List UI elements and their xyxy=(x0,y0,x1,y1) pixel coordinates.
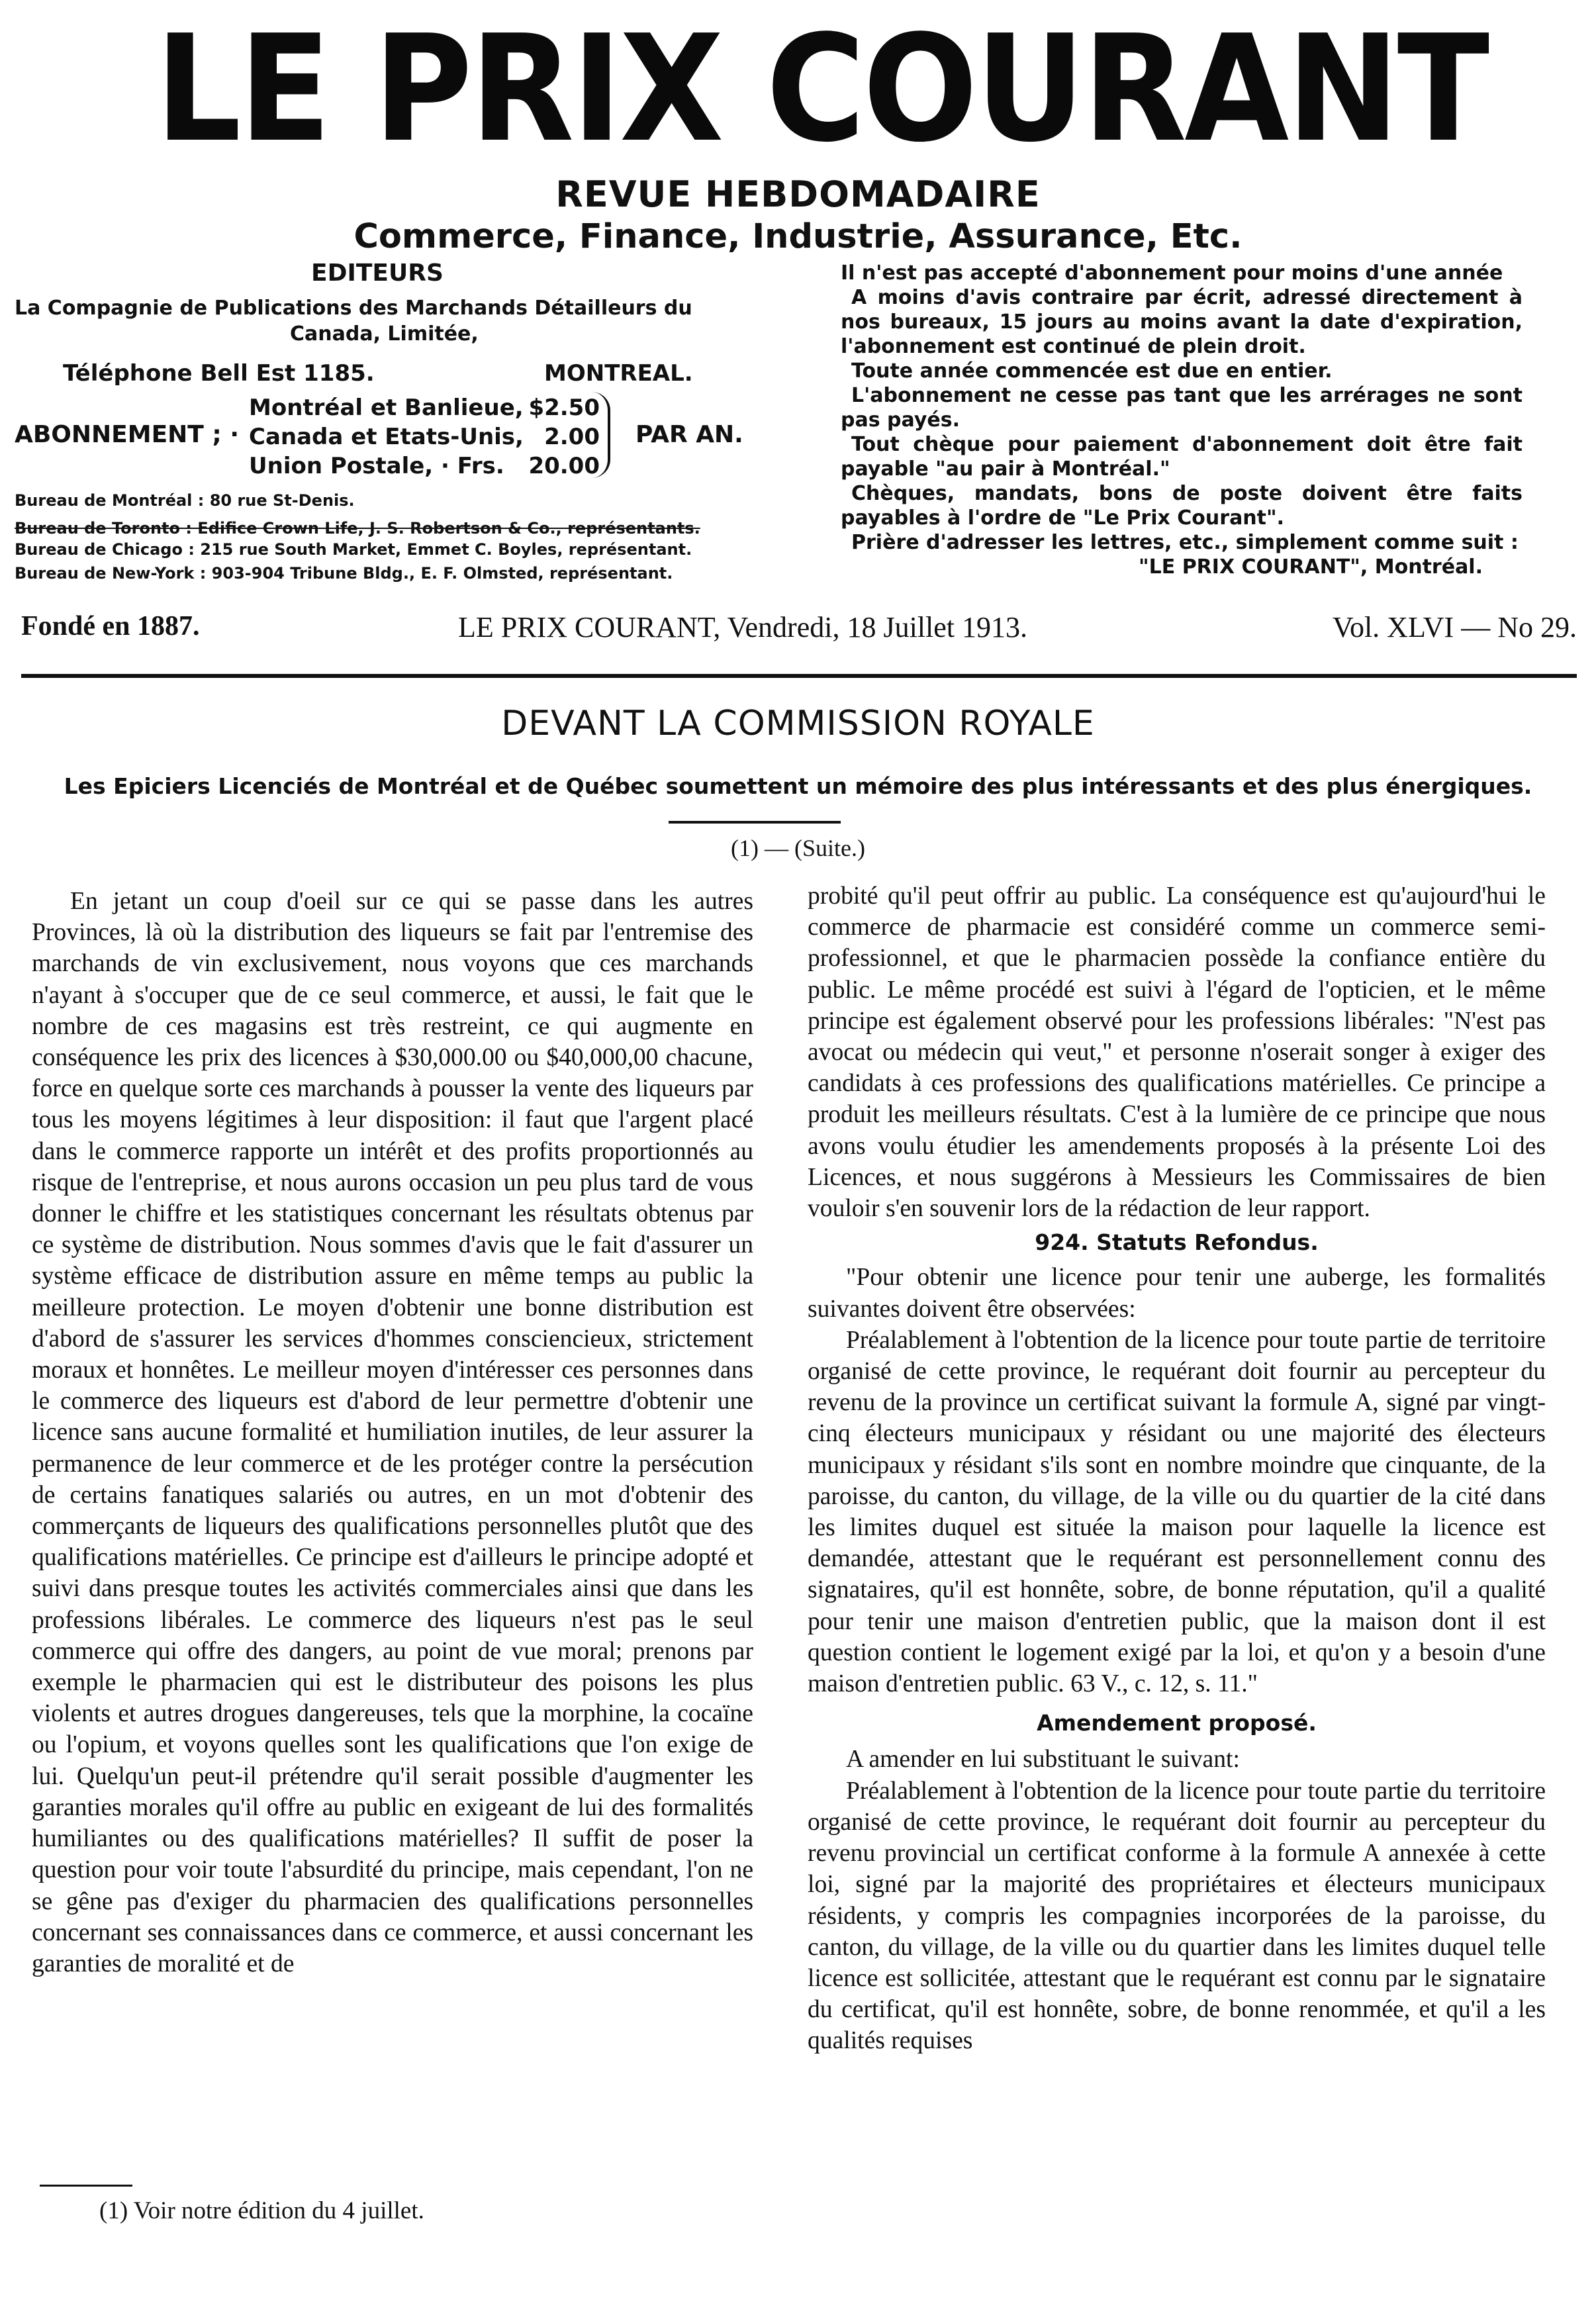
bureau-new-york: Bureau de New-York : 903-904 Tribune Bldg., E. F. Olmsted, représentant. xyxy=(15,564,673,583)
amendment-heading: Amendement proposé. xyxy=(1037,1710,1317,1736)
publisher-label: EDITEURS xyxy=(311,260,444,287)
rate-price: 2.00 xyxy=(544,424,600,450)
issue-line xyxy=(21,610,1577,650)
statute-intro: "Pour obtenir une licence pour tenir une auberge, les formalités suivantes doivent être observées: xyxy=(808,1264,1546,1323)
continuation-note: (1) — (Suite.) xyxy=(731,835,865,861)
statute-text: Préalablement à l'obtention de la licence pour toute partie de territoire organisé de cette province, le requérant doit fournir au percepteur du revenu de la province un certificat suivant la formule A, signé par vingt-cinq électeurs municipaux y résidant ou une majorité des électeurs municipaux y résidant s'ils sont en nombre moindre que cinquante, de la paroisse, du canton, du village, de la ville ou du quartier de la cité dans les limites duquel est située la maison pour laquelle la licence est demandée, attestant que le requérant est personnellement connu des signataires, qu'il est honnête, sobre, de bonne réputation, qu'il a qualité pour tenir une maison d'entretien public, que la maison dont il est question contient le logement exigé par la loi, et qu'on y a besoin d'une maison d'entretien public. 63 V., c. 12, s. 11." xyxy=(808,1326,1546,1698)
publisher-name-line1: La Compagnie de Publications des Marchands Détailleurs du xyxy=(15,297,692,320)
footnote: (1) Voir notre édition du 4 juillet. xyxy=(99,2197,424,2224)
rate-place: Union Postale, · Frs. xyxy=(249,453,504,479)
rate-row xyxy=(249,422,600,451)
rate-price: $2.50 xyxy=(528,395,600,421)
notice: Tout chèque pour paiement d'abonnement doit être fait payable "au pair à Montréal." xyxy=(841,433,1523,481)
article-paragraph: probité qu'il peut offrir au public. La conséquence est qu'aujourd'hui le commerce de pharmacie est considéré comme un commerce semi-professionnel, et que le pharmacien possède la confiance entière du public. Le même procédé est suivi à l'égard de l'opticien, et le même principe est également observé pour les professions libérales: "N'est pas avocat ou médecin qui veut," et personne n'oserait songer à exiger des candidats à ces professions des qualifications matérielles. Ce principe a produit les meilleurs résultats. C'est à la lumière de ce principe que nous avons voulu étudier les amendements proposés à la présente Loi des Licences, et nous suggérons à Messieurs les Commissaires de bien vouloir s'en souvenir lors de la rédaction de leur rapport. xyxy=(808,882,1546,1223)
notice-signature: "LE PRIX COURANT", Montréal. xyxy=(1139,555,1483,579)
notice: Prière d'adresser les lettres, etc., simplement comme suit : xyxy=(851,531,1519,554)
subscription-period: PAR AN. xyxy=(635,421,743,448)
subscription-notices xyxy=(841,261,1523,579)
bureau-chicago: Bureau de Chicago : 215 rue South Market, Emmet C. Boyles, représentant. xyxy=(15,540,692,559)
masthead-tagline: Commerce, Finance, Industrie, Assurance, Etc. xyxy=(353,217,1243,256)
publisher-phone: Téléphone Bell Est 1185. xyxy=(63,360,375,387)
footnote-rule xyxy=(40,2185,132,2187)
rate-row xyxy=(249,451,600,481)
notice: Toute année commencée est due en entier. xyxy=(851,359,1333,383)
issue-volume: Vol. XLVI — No 29. xyxy=(1332,611,1577,643)
notice: A moins d'avis contraire par écrit, adressé directement à nos bureaux, 15 jours au moins avant la date d'expiration, l'abonnement est continué de plein droit. xyxy=(841,286,1523,358)
amendment-intro: A amender en lui substituant le suivant: xyxy=(846,1746,1240,1774)
publisher-city: MONTREAL. xyxy=(544,360,693,387)
article-paragraph: En jetant un coup d'oeil sur ce qui se passe dans les autres Provinces, là où la distribution des liqueurs se fait par l'entremise des marchands de vin exclusivement, nous voyons que ces marchands n'ayant à s'occuper que de ce seul commerce, et aussi, le fait que le nombre de ces magasins est très restreint, ce qui augmente en conséquence les prix des licences à $30,000.00 ou $40,000,00 chacune, force en quelque sorte ces marchands à pousser la vente des liqueurs par tous les moyens légitimes à leur disposition: il faut que l'argent placé dans le commerce rapporte un intérêt et des profits proportionnés au risque de l'entreprise, et nous aurons occasion un peu plus tard de vous donner le chiffre et les statistiques concernant les résultats obtenus par ce système de distribution. Nous sommes d'avis que le fait d'assurer un système efficace de distribution assure en même temps au public la meilleure protection. Le moyen d'obtenir une bonne distribution est d'abord de s'assurer les services d'hommes consciencieux, strictement moraux et honnêtes. Le meilleur moyen d'intéresser ces personnes dans le commerce des liqueurs est d'abord de leur permettre d'obtenir une licence sans aucune formalité et humiliation inutiles, de leur assurer la permanence de leur commerce et de les protéger contre la persécution de certains fanatiques salariés ou autres, en un mot d'obtenir des commerçants de liqueurs des qualifications personnelles plutôt que des qualifications matérielles. Ce principe est d'ailleurs le principe adopté et suivi dans presque toutes les activités commerciales ainsi que dans les professions libérales. Le commerce des liqueurs n'est pas le seul commerce qui offre des dangers, au point de vue moral; prenons par exemple le pharmacien qui est le distributeur des poisons les plus violents et autres drogues dangereuses, tels que la morphine, la cocaïne ou l'opium, et voyons quelles sont les qualifications que l'on exige de lui. Quelqu'un peut-il prétendre qu'il serait possible d'augmenter les garanties morales qu'il offre au public en exigeant de lui des formalités humiliantes ou des qualifications matérielles? Il suffit de poser la question pour voir toute l'absurdité du principe, mais cependant, l'on ne se gêne pas d'exiger du pharmacien des qualifications personnelles concernant ses connaissances dans ce commerce, et aussi concernant les garanties de moralité et de xyxy=(32,888,753,1977)
article-title: DEVANT LA COMMISSION ROYALE xyxy=(501,704,1095,743)
article-column-left xyxy=(32,886,753,1979)
subscription-rates xyxy=(249,393,600,481)
notice: Chèques, mandats, bons de poste doivent être faits payables à l'ordre de "Le Prix Courant". xyxy=(841,482,1523,530)
rates-brace xyxy=(592,392,610,478)
article-subtitle: Les Epiciers Licenciés de Montréal et de Québec soumettent un mémoire des plus intéressants et des plus énergiques. xyxy=(64,773,1532,799)
subscription-label: ABONNEMENT ; · xyxy=(15,421,239,448)
article-column-right xyxy=(808,880,1546,2057)
bureau-montreal: Bureau de Montréal : 80 rue St-Denis. xyxy=(15,491,355,510)
rate-place: Montréal et Banlieue, xyxy=(249,395,524,421)
issue-dateline: LE PRIX COURANT, Vendredi, 18 Juillet 1913. xyxy=(458,611,1027,643)
bureau-toronto: Bureau de Toronto : Edifice Crown Life, J. S. Robertson & Co., représentants. xyxy=(15,519,700,538)
subtitle-rule xyxy=(669,821,841,824)
founded-date: Fondé en 1887. xyxy=(21,611,200,641)
rate-place: Canada et Etats-Unis, xyxy=(249,424,524,450)
rate-price: 20.00 xyxy=(528,453,600,479)
amendment-text: Préalablement à l'obtention de la licence pour toute partie du territoire organisé de cette province, le requérant doit fournir au percepteur du revenu provincial un certificat conforme à la formule A annexée à cette loi, signé par la majorité des propriétaires et électeurs municipaux résidents, y compris les compagnies incorporées de la paroisse, du canton, du village, de la ville ou du quartier dans les limites duquel telle licence est sollicitée, attestant que le requérant est connu par le signataire du certificat, qu'il est honnête, sobre, de bonne renommée, et qu'il a les qualités requises xyxy=(808,1777,1546,2055)
masthead-subtitle: REVUE HEBDOMADAIRE xyxy=(555,173,1041,215)
notice: Il n'est pas accepté d'abonnement pour moins d'une année xyxy=(841,261,1503,285)
rate-row xyxy=(249,393,600,422)
header-rule xyxy=(21,674,1577,678)
notice: L'abonnement ne cesse pas tant que les arrérages ne sont pas payés. xyxy=(841,384,1523,432)
statute-heading: 924. Statuts Refondus. xyxy=(1035,1229,1319,1256)
publisher-name-line2: Canada, Limitée, xyxy=(290,322,479,346)
masthead-title: LE PRIX COURANT xyxy=(155,4,1487,175)
